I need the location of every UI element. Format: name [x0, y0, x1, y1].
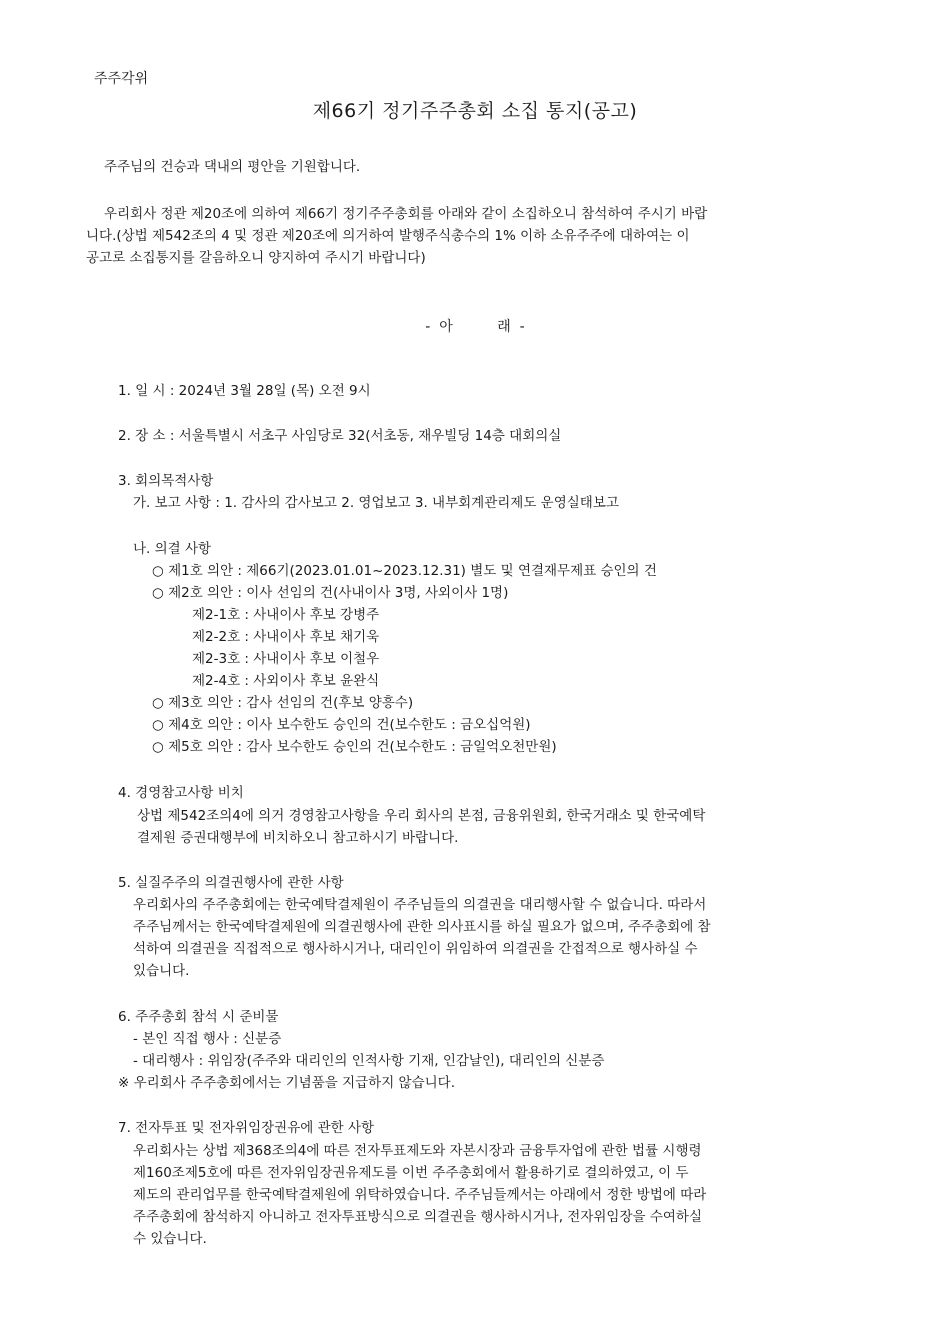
meeting-date: 1. 일 시 : 2024년 3월 28일 (목) 오전 9시 — [118, 383, 371, 399]
salutation: 주주각위 — [94, 71, 149, 87]
agenda-item: ○ 제1호 의안 : 제66기(2023.01.01~2023.12.31) 별도 및 연결재무제표 승인의 건 — [152, 563, 657, 579]
intro-paragraph — [86, 203, 866, 269]
section-5-line: 석하여 의결권을 직접적으로 행사하시거나, 대리인이 위임하여 의결권을 간접적으로 행사하실 수 — [133, 941, 698, 957]
agenda-item: ○ 제4호 의안 : 이사 보수한도 승인의 건(보수한도 : 금오십억원) — [152, 717, 531, 733]
section-7-line: 제도의 관리업무를 한국예탁결제원에 위탁하였습니다. 주주님들께서는 아래에서 정한 방법에 따라 — [133, 1187, 707, 1203]
section-6-line: - 대리행사 : 위임장(주주와 대리인의 인적사항 기재, 인감날인), 대리인의 신분증 — [133, 1053, 605, 1069]
section-5-line: 있습니다. — [133, 963, 190, 979]
section-6-heading: 6. 주주총회 참석 시 준비물 — [118, 1009, 279, 1025]
section-5-heading: 5. 실질주주의 의결권행사에 관한 사항 — [118, 875, 344, 891]
intro-line: 니다.(상법 제542조의 4 및 정관 제20조에 의거하여 발행주식총수의 1% 이하 소유주주에 대하여는 이 — [86, 228, 690, 244]
section-6-line: - 본인 직접 행사 : 신분증 — [133, 1031, 282, 1047]
intro-line: 우리회사 정관 제20조에 의하여 제66기 정기주주총회를 아래와 같이 소집하오니 참석하여 주시기 바랍 — [104, 206, 708, 222]
agenda-item: ○ 제5호 의안 : 감사 보수한도 승인의 건(보수한도 : 금일억오천만원) — [152, 739, 557, 755]
agenda-subitem: 제2-2호 : 사내이사 후보 채기욱 — [192, 629, 380, 645]
agenda-item: ○ 제3호 의안 : 감사 선임의 건(후보 양흥수) — [152, 695, 414, 711]
section-6-note: ※ 우리회사 주주총회에서는 기념품을 지급하지 않습니다. — [118, 1075, 456, 1091]
section-7-line: 우리회사는 상법 제368조의4에 따른 전자투표제도와 자본시장과 금융투자업에 관한 법률 시행령 — [133, 1143, 702, 1159]
section-4-heading: 4. 경영참고사항 비치 — [118, 785, 244, 801]
report-items: 가. 보고 사항 : 1. 감사의 감사보고 2. 영업보고 3. 내부회계관리제도 운영실태보고 — [133, 495, 619, 511]
section-4-line: 상법 제542조의4에 의거 경영참고사항을 우리 회사의 본점, 금융위원회, 한국거래소 및 한국예탁 — [137, 808, 706, 824]
agenda-subitem: 제2-4호 : 사외이사 후보 윤완식 — [192, 673, 380, 689]
meeting-place: 2. 장 소 : 서울특별시 서초구 사임당로 32(서초동, 재우빌딩 14층 대회의실 — [118, 428, 562, 444]
resolution-heading: 나. 의결 사항 — [133, 541, 212, 557]
section-7-heading: 7. 전자투표 및 전자위임장권유에 관한 사항 — [118, 1120, 375, 1136]
section-5-line: 우리회사의 주주총회에는 한국예탁결제원이 주주님들의 의결권을 대리행사할 수 없습니다. 따라서 — [133, 897, 707, 913]
agenda-subitem: 제2-3호 : 사내이사 후보 이철우 — [192, 651, 380, 667]
section-7-line: 제160조제5호에 따른 전자위임장권유제도를 이번 주주총회에서 활용하기로 결의하였고, 이 두 — [133, 1165, 689, 1181]
page-title: 제66기 정기주주총회 소집 통지(공고) — [312, 100, 638, 122]
agenda-subitem: 제2-1호 : 사내이사 후보 강병주 — [192, 607, 380, 623]
intro-line: 공고로 소집통지를 갈음하오니 양지하여 주시기 바랍니다) — [86, 250, 426, 266]
section-7-line: 수 있습니다. — [133, 1231, 207, 1247]
agenda-item: ○ 제2호 의안 : 이사 선임의 건(사내이사 3명, 사외이사 1명) — [152, 585, 509, 601]
section-divider-label: - 아 래 - — [425, 319, 525, 335]
greeting-text: 주주님의 건승과 댁내의 평안을 기원합니다. — [104, 159, 361, 175]
section-7-line: 주주총회에 참석하지 아니하고 전자투표방식으로 의결권을 행사하시거나, 전자위임장을 수여하실 — [133, 1209, 703, 1225]
section-5-line: 주주님께서는 한국예탁결제원에 의결권행사에 관한 의사표시를 하실 필요가 없으며, 주주총회에 참 — [133, 919, 711, 935]
section-4-line: 결제원 증권대행부에 비치하오니 참고하시기 바랍니다. — [137, 830, 459, 846]
agenda-heading: 3. 회의목적사항 — [118, 473, 214, 489]
